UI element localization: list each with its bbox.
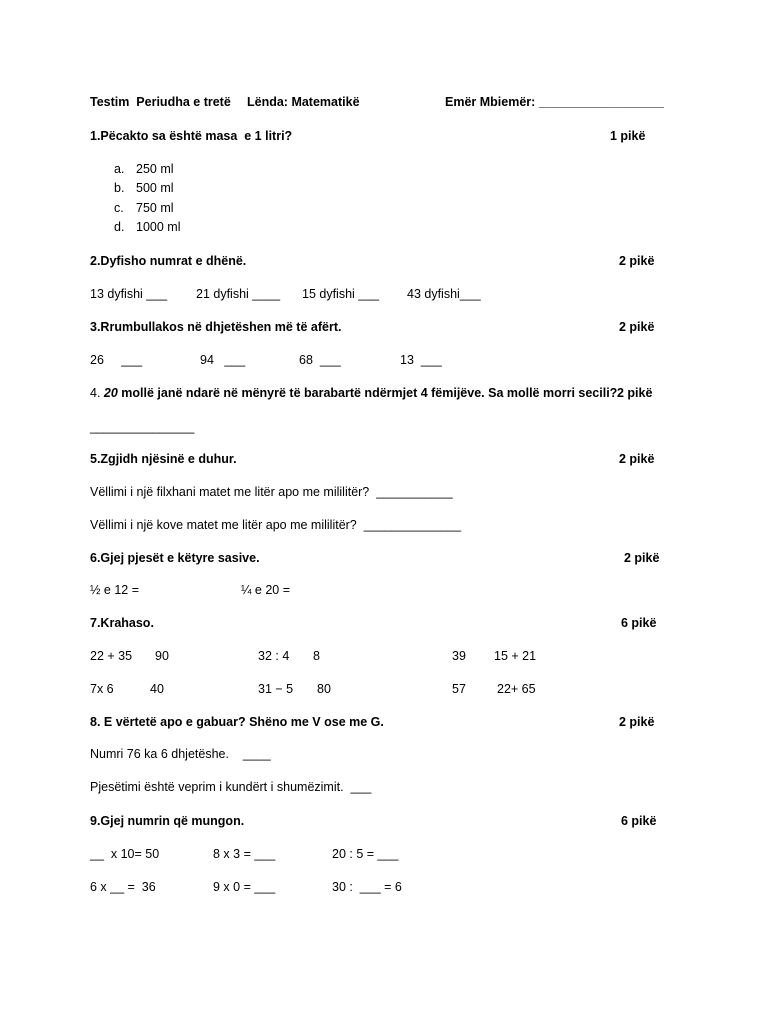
question-7-text: 7.Krahaso. [90, 616, 154, 630]
option-text: 500 ml [136, 181, 174, 195]
missing-number-item: 20 : 5 = ___ [332, 847, 399, 861]
missing-number-item: 8 x 3 = ___ [213, 847, 276, 861]
compare-expr: 22 + 35 [90, 649, 133, 663]
compare-expr: 22+ 65 [497, 682, 536, 696]
test-title: Testim Periudha e tretë [90, 95, 231, 109]
question-1-title [90, 127, 670, 145]
question-8-points: 2 pikë [619, 715, 655, 729]
double-item: 15 dyfishi ___ [302, 287, 380, 301]
question-9-title [90, 812, 670, 830]
option-letter: b. [114, 181, 125, 195]
question-2-items [90, 285, 670, 303]
option-text: 250 ml [136, 162, 174, 176]
name-field: Emër Mbiemër: __________________ [445, 95, 664, 109]
question-1-points: 1 pikë [610, 129, 646, 143]
question-4-title [90, 384, 670, 402]
question-4-answer [90, 418, 670, 436]
question-4-points: 2 pikë [617, 386, 653, 400]
unit-question: Vëllimi i një kove matet me litër apo me mililitër? ______________ [90, 518, 462, 532]
double-item: 21 dyfishi ____ [196, 287, 281, 301]
compare-expr: 80 [317, 682, 331, 696]
fraction-item: ½ e 12 = [90, 583, 139, 597]
unit-question: Vëllimi i një filxhani matet me litër apo me mililitër? ___________ [90, 485, 453, 499]
question-8-text: 8. E vërtetë apo e gabuar? Shëno me V ose me G. [90, 715, 384, 729]
compare-expr: 40 [150, 682, 164, 696]
option-a [90, 160, 670, 178]
compare-expr: 57 [452, 682, 466, 696]
answer-line: _______________ [90, 420, 195, 434]
question-5-title [90, 450, 670, 468]
question-6-text: 6.Gjej pjesët e këtyre sasive. [90, 551, 260, 565]
question-2-points: 2 pikë [619, 254, 655, 268]
missing-row-2 [90, 878, 670, 896]
question-4-number: 4. [90, 386, 104, 400]
option-b [90, 179, 670, 197]
double-item: 13 dyfishi ___ [90, 287, 168, 301]
round-item: 68 ___ [299, 353, 341, 367]
question-3-items [90, 351, 670, 369]
question-5-text: 5.Zgjidh njësinë e duhur. [90, 452, 237, 466]
compare-expr: 8 [313, 649, 320, 663]
option-c [90, 199, 670, 217]
option-text: 1000 ml [136, 220, 181, 234]
question-4-text [90, 384, 617, 402]
question-5-points: 2 pikë [619, 452, 655, 466]
question-6-items [90, 581, 670, 599]
round-item: 26 ___ [90, 353, 143, 367]
option-text: 750 ml [136, 201, 174, 215]
question-2-text: 2.Dyfisho numrat e dhënë. [90, 254, 247, 268]
question-3-points: 2 pikë [619, 320, 655, 334]
question-5-line-1 [90, 483, 670, 501]
missing-number-item: 9 x 0 = ___ [213, 880, 276, 894]
question-4-emphasis: 20 [103, 386, 118, 400]
true-false-statement: Numri 76 ka 6 dhjetëshe. ____ [90, 747, 271, 761]
missing-number-item: 6 x __ = 36 [90, 880, 156, 894]
true-false-statement: Pjesëtimi është veprim i kundërt i shumëzimit. ___ [90, 780, 372, 794]
question-4-rest: mollë janë ndarë në mënyrë të barabartë ndërmjet 4 fëmijëve. Sa mollë morri secili? [117, 386, 618, 400]
question-9-text: 9.Gjej numrin që mungon. [90, 814, 245, 828]
question-3-title [90, 318, 670, 336]
subject: Lënda: Matematikë [247, 95, 360, 109]
question-3-text: 3.Rrumbullakos në dhjetëshen më të afërt. [90, 320, 342, 334]
header-row [90, 93, 670, 111]
option-letter: d. [114, 220, 125, 234]
compare-expr: 39 [452, 649, 466, 663]
compare-expr: 90 [155, 649, 169, 663]
option-d [90, 218, 670, 236]
compare-expr: 31 − 5 [258, 682, 294, 696]
question-8-title [90, 713, 670, 731]
compare-expr: 15 + 21 [494, 649, 537, 663]
option-letter: a. [114, 162, 125, 176]
question-8-line-1 [90, 745, 670, 763]
question-7-title [90, 614, 670, 632]
compare-row-2 [90, 680, 670, 698]
compare-expr: 32 : 4 [258, 649, 290, 663]
round-item: 94 ___ [200, 353, 246, 367]
missing-row-1 [90, 845, 670, 863]
question-6-points: 2 pikë [624, 551, 660, 565]
question-1-text: 1.Pëcakto sa është masa e 1 litri? [90, 129, 293, 143]
compare-expr: 7x 6 [90, 682, 114, 696]
fraction-item: ¼ e 20 = [241, 583, 290, 597]
question-9-points: 6 pikë [621, 814, 657, 828]
missing-number-item: __ x 10= 50 [90, 847, 160, 861]
question-6-title [90, 549, 670, 567]
missing-number-item: 30 : ___ = 6 [332, 880, 402, 894]
round-item: 13 ___ [400, 353, 442, 367]
option-letter: c. [114, 201, 124, 215]
question-8-line-2 [90, 778, 670, 796]
double-item: 43 dyfishi___ [407, 287, 481, 301]
question-7-points: 6 pikë [621, 616, 657, 630]
question-2-title [90, 252, 670, 270]
compare-row-1 [90, 647, 670, 665]
question-5-line-2 [90, 516, 670, 534]
